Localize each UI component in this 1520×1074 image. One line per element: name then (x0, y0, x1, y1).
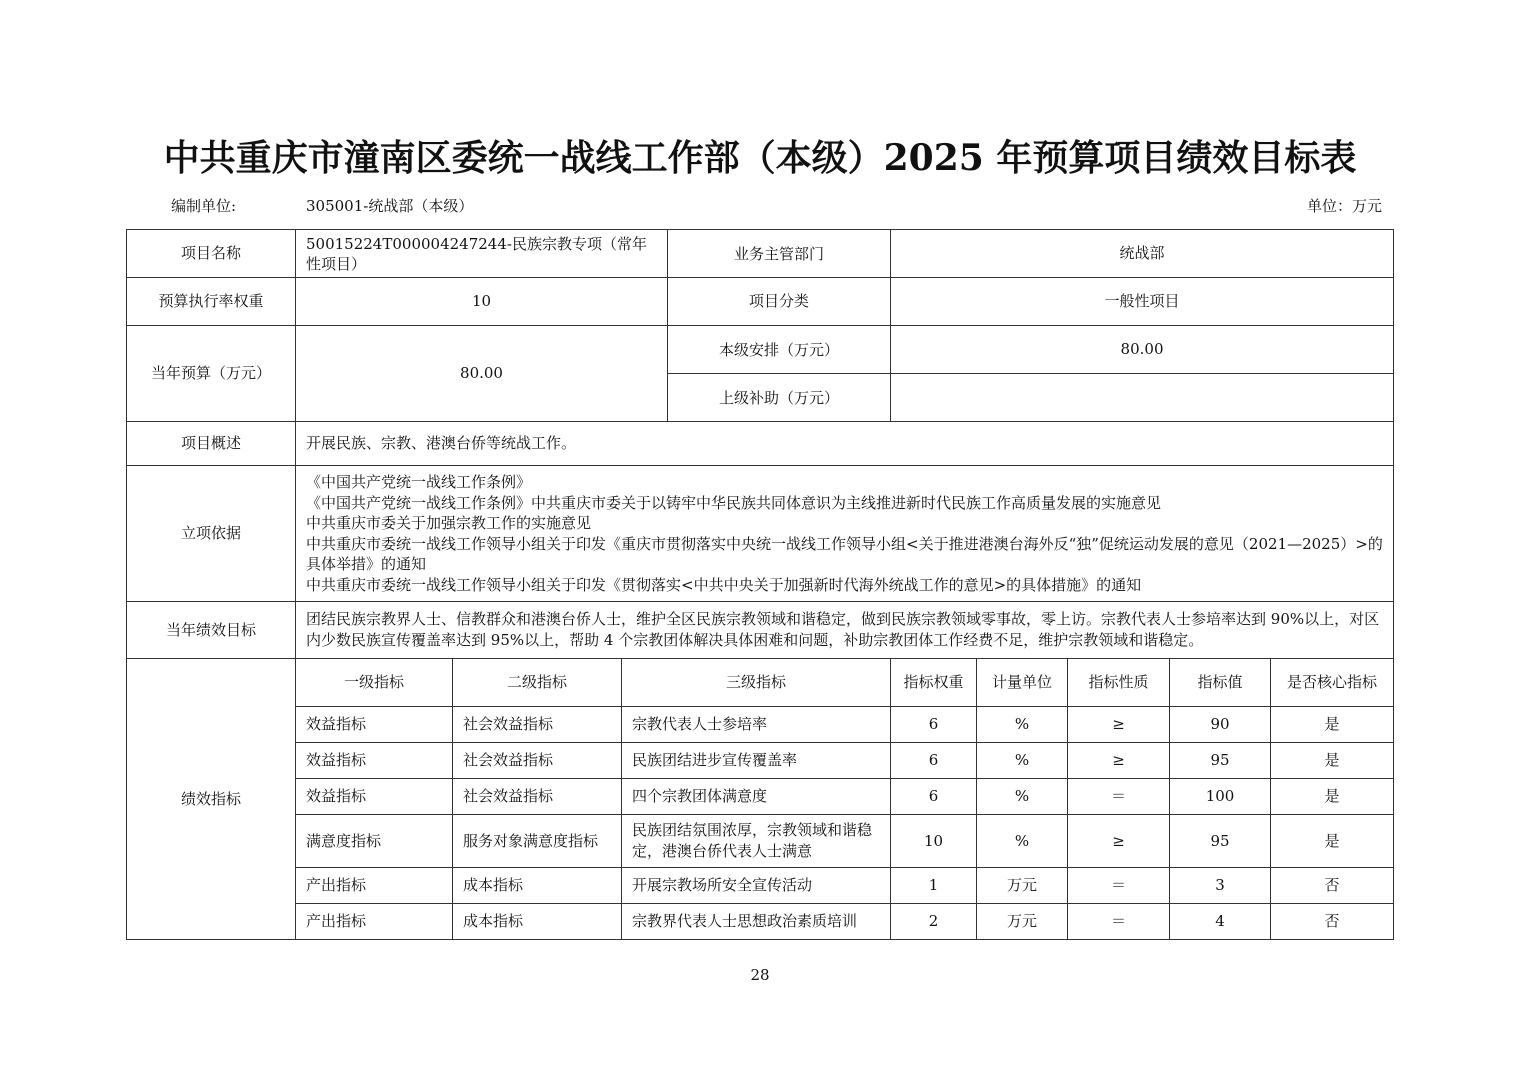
cell-weight: 6 (891, 779, 977, 815)
cell-value: 90 (1170, 707, 1271, 743)
basis-line: 《中国共产党统一战线工作条例》 (306, 473, 532, 491)
cell-level1: 效益指标 (296, 707, 453, 743)
cell-weight: 2 (891, 904, 977, 940)
cell-level1: 效益指标 (296, 779, 453, 815)
table-row (127, 904, 1394, 940)
cell-weight: 6 (891, 707, 977, 743)
indicator-header: 三级指标 (622, 659, 891, 707)
local-value: 80.00 (891, 326, 1394, 374)
row-overview (127, 422, 1394, 466)
cell-level3: 宗教代表人士参培率 (622, 707, 891, 743)
cell-value: 4 (1170, 904, 1271, 940)
budget-value: 80.00 (296, 326, 668, 422)
cell-core: 否 (1271, 868, 1394, 904)
cell-level3: 民族团结氛围浓厚，宗教领域和谐稳定，港澳台侨代表人士满意 (622, 815, 891, 868)
project-name-value: 50015224T000004247244-民族宗教专项（常年性项目） (296, 230, 668, 278)
row-basis (127, 466, 1394, 602)
category-value: 一般性项目 (891, 278, 1394, 326)
cell-level3: 民族团结进步宣传覆盖率 (622, 743, 891, 779)
cell-weight: 6 (891, 743, 977, 779)
upper-label: 上级补助（万元） (668, 374, 891, 422)
indicator-header: 指标权重 (891, 659, 977, 707)
indicator-header: 指标性质 (1068, 659, 1170, 707)
cell-nature: ＝ (1068, 779, 1170, 815)
cell-level2: 成本指标 (453, 868, 622, 904)
dept-value: 统战部 (891, 230, 1394, 278)
cell-core: 是 (1271, 707, 1394, 743)
basis-line: 中共重庆市委关于加强宗教工作的实施意见 (306, 514, 592, 532)
org-value: 305001-统战部（本级） (306, 197, 474, 215)
row-goal (127, 602, 1394, 659)
table-row (127, 743, 1394, 779)
cell-nature: ≥ (1068, 743, 1170, 779)
goal-value: 团结民族宗教界人士、信教群众和港澳台侨人士，维护全区民族宗教领域和谐稳定，做到民族宗教领域零事故，零上访。宗教代表人士参培率达到 90%以上，对区内少数民族宣传覆盖率达到 95%以上，帮助 4 个宗教团体解决具体困难和问题，补助宗教团体工作经费不足，维护宗教领域和谐稳定。 (296, 602, 1394, 659)
cell-weight: 10 (891, 815, 977, 868)
indicator-header: 计量单位 (977, 659, 1068, 707)
row-budget-local (127, 326, 1394, 374)
basis-list (296, 466, 1394, 602)
cell-level1: 产出指标 (296, 904, 453, 940)
cell-nature: ≥ (1068, 707, 1170, 743)
cell-unit: 万元 (977, 868, 1068, 904)
row-weight (127, 278, 1394, 326)
basis-line: 中共重庆市委统一战线工作领导小组关于印发《贯彻落实<中共中央关于加强新时代海外统战工作的意见>的具体措施》的通知 (306, 575, 1142, 594)
cell-nature: ≥ (1068, 815, 1170, 868)
page-number: 28 (750, 966, 770, 984)
row-project-name (127, 230, 1394, 278)
table-row (127, 868, 1394, 904)
cell-core: 是 (1271, 743, 1394, 779)
cell-core: 是 (1271, 779, 1394, 815)
cell-unit: % (977, 779, 1068, 815)
budget-label: 当年预算（万元） (127, 326, 296, 422)
basis-line: 《中国共产党统一战线工作条例》中共重庆市委关于以铸牢中华民族共同体意识为主线推进新时代民族工作高质量发展的实施意见 (306, 493, 1162, 512)
cell-unit: % (977, 707, 1068, 743)
cell-nature: ＝ (1068, 904, 1170, 940)
cell-level3: 宗教界代表人士思想政治素质培训 (622, 904, 891, 940)
cell-value: 95 (1170, 815, 1271, 868)
indicator-header: 指标值 (1170, 659, 1271, 707)
indicator-header: 是否核心指标 (1271, 659, 1394, 707)
cell-unit: % (977, 743, 1068, 779)
overview-value: 开展民族、宗教、港澳台侨等统战工作。 (296, 422, 1394, 466)
basis-label: 立项依据 (127, 466, 296, 602)
cell-value: 3 (1170, 868, 1271, 904)
cell-level1: 效益指标 (296, 743, 453, 779)
page-title: 中共重庆市潼南区委统一战线工作部（本级）2025 年预算项目绩效目标表 (163, 137, 1357, 179)
indicator-header: 一级指标 (296, 659, 453, 707)
project-name-label: 项目名称 (127, 230, 296, 278)
cell-level1: 产出指标 (296, 868, 453, 904)
cell-level1: 满意度指标 (296, 815, 453, 868)
dept-label: 业务主管部门 (668, 230, 891, 278)
org-label: 编制单位: (171, 197, 237, 215)
table-row (127, 815, 1394, 868)
indicator-header-row (127, 659, 1394, 707)
indicator-label: 绩效指标 (127, 659, 296, 940)
cell-unit: 万元 (977, 904, 1068, 940)
unit-label: 单位：万元 (1306, 197, 1382, 215)
goal-label: 当年绩效目标 (127, 602, 296, 659)
basis-line: 中共重庆市委统一战线工作领导小组关于印发《重庆市贯彻落实中央统一战线工作领导小组<关于推进港澳台海外反“独”促统运动发展的意见（2021—2025）>的具体举措》的通知 (306, 534, 1383, 573)
cell-level2: 服务对象满意度指标 (453, 815, 622, 868)
cell-core: 否 (1271, 904, 1394, 940)
cell-level2: 社会效益指标 (453, 707, 622, 743)
cell-unit: % (977, 815, 1068, 868)
cell-level2: 成本指标 (453, 904, 622, 940)
upper-value (891, 374, 1394, 422)
cell-level2: 社会效益指标 (453, 743, 622, 779)
table-row (127, 707, 1394, 743)
indicator-header: 二级指标 (453, 659, 622, 707)
cell-value: 95 (1170, 743, 1271, 779)
local-label: 本级安排（万元） (668, 326, 891, 374)
cell-level3: 开展宗教场所安全宣传活动 (622, 868, 891, 904)
category-label: 项目分类 (668, 278, 891, 326)
weight-label: 预算执行率权重 (127, 278, 296, 326)
weight-value: 10 (296, 278, 668, 326)
cell-value: 100 (1170, 779, 1271, 815)
cell-nature: ＝ (1068, 868, 1170, 904)
overview-label: 项目概述 (127, 422, 296, 466)
cell-level3: 四个宗教团体满意度 (622, 779, 891, 815)
cell-level2: 社会效益指标 (453, 779, 622, 815)
cell-weight: 1 (891, 868, 977, 904)
table-row (127, 779, 1394, 815)
cell-core: 是 (1271, 815, 1394, 868)
performance-table (126, 229, 1394, 940)
